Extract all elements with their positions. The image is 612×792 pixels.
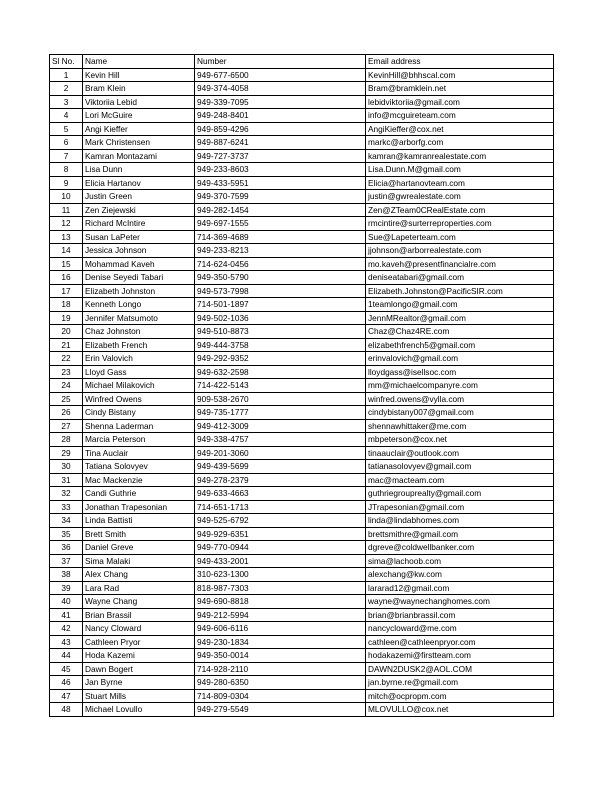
cell-number: 949-929-6351 [195, 527, 366, 541]
cell-name: Sima Malaki [83, 554, 195, 568]
cell-number: 949-727-3737 [195, 149, 366, 163]
cell-sl-no: 27 [50, 419, 83, 433]
cell-sl-no: 29 [50, 446, 83, 460]
cell-number: 818-987-7303 [195, 581, 366, 595]
cell-number: 949-374-4058 [195, 82, 366, 96]
table-row [50, 257, 554, 271]
table-row [50, 379, 554, 393]
table-row [50, 676, 554, 690]
cell-email: mbpeterson@cox.net [366, 433, 554, 447]
cell-name: Stuart Mills [83, 689, 195, 703]
cell-number: 714-501-1897 [195, 298, 366, 312]
cell-email: MLOVULLO@cox.net [366, 703, 554, 717]
cell-name: Viktoriia Lebid [83, 95, 195, 109]
table-row [50, 68, 554, 82]
cell-sl-no: 16 [50, 271, 83, 285]
cell-name: Wayne Chang [83, 595, 195, 609]
table-row [50, 298, 554, 312]
cell-name: Winfred Owens [83, 392, 195, 406]
cell-number: 949-770-0944 [195, 541, 366, 555]
cell-email: winfred.owens@vylla.com [366, 392, 554, 406]
cell-number: 949-633-4663 [195, 487, 366, 501]
cell-email: AngiKieffer@cox.net [366, 122, 554, 136]
cell-number: 949-677-6500 [195, 68, 366, 82]
cell-email: DAWN2DUSK2@AOL.COM [366, 662, 554, 676]
cell-name: Lloyd Gass [83, 365, 195, 379]
table-row [50, 82, 554, 96]
cell-sl-no: 14 [50, 244, 83, 258]
table-row [50, 635, 554, 649]
cell-name: Lara Rad [83, 581, 195, 595]
table-row [50, 568, 554, 582]
cell-number: 909-538-2670 [195, 392, 366, 406]
cell-name: Linda Battisti [83, 514, 195, 528]
cell-sl-no: 21 [50, 338, 83, 352]
cell-name: Mac Mackenzie [83, 473, 195, 487]
cell-email: rmcintire@surterreproperties.com [366, 217, 554, 231]
table-row [50, 338, 554, 352]
cell-email: lararad12@gmail.com [366, 581, 554, 595]
cell-sl-no: 36 [50, 541, 83, 555]
cell-number: 949-525-6792 [195, 514, 366, 528]
cell-number: 949-370-7599 [195, 190, 366, 204]
cell-name: Cindy Bistany [83, 406, 195, 420]
cell-sl-no: 10 [50, 190, 83, 204]
cell-email: alexchang@kw.com [366, 568, 554, 582]
cell-email: info@mcguireteam.com [366, 109, 554, 123]
table-row [50, 95, 554, 109]
cell-sl-no: 13 [50, 230, 83, 244]
table-row [50, 622, 554, 636]
cell-email: mac@macteam.com [366, 473, 554, 487]
cell-sl-no: 32 [50, 487, 83, 501]
cell-number: 310-623-1300 [195, 568, 366, 582]
cell-name: Jessica Johnson [83, 244, 195, 258]
cell-number: 949-201-3060 [195, 446, 366, 460]
cell-name: Elizabeth French [83, 338, 195, 352]
cell-name: Marcia Peterson [83, 433, 195, 447]
cell-number: 949-735-1777 [195, 406, 366, 420]
table-row [50, 487, 554, 501]
cell-email: justin@gwrealestate.com [366, 190, 554, 204]
cell-number: 949-278-2379 [195, 473, 366, 487]
table-row [50, 392, 554, 406]
cell-sl-no: 33 [50, 500, 83, 514]
cell-name: Zen Ziejewski [83, 203, 195, 217]
cell-email: tinaauclair@outlook.com [366, 446, 554, 460]
table-row [50, 581, 554, 595]
cell-number: 949-573-7998 [195, 284, 366, 298]
cell-sl-no: 28 [50, 433, 83, 447]
cell-number: 714-651-1713 [195, 500, 366, 514]
cell-email: Chaz@Chaz4RE.com [366, 325, 554, 339]
table-row [50, 433, 554, 447]
header-sl-no: Sl No. [50, 55, 83, 69]
cell-name: Brett Smith [83, 527, 195, 541]
cell-email: Sue@Lapeterteam.com [366, 230, 554, 244]
table-row [50, 514, 554, 528]
cell-number: 949-233-8603 [195, 163, 366, 177]
cell-email: linda@lindabhomes.com [366, 514, 554, 528]
cell-sl-no: 1 [50, 68, 83, 82]
cell-sl-no: 40 [50, 595, 83, 609]
cell-email: cathleen@cathleenpryor.com [366, 635, 554, 649]
table-row [50, 406, 554, 420]
cell-number: 949-282-1454 [195, 203, 366, 217]
cell-name: Jennifer Matsumoto [83, 311, 195, 325]
cell-number: 949-338-4757 [195, 433, 366, 447]
cell-email: 1teamlongo@gmail.com [366, 298, 554, 312]
cell-email: deniseatabari@gmail.com [366, 271, 554, 285]
cell-name: Mohammad Kaveh [83, 257, 195, 271]
table-row [50, 244, 554, 258]
table-row [50, 446, 554, 460]
cell-name: Hoda Kazemi [83, 649, 195, 663]
cell-sl-no: 18 [50, 298, 83, 312]
cell-name: Dawn Bogert [83, 662, 195, 676]
cell-number: 949-690-8818 [195, 595, 366, 609]
cell-sl-no: 11 [50, 203, 83, 217]
table-row [50, 217, 554, 231]
cell-number: 949-433-2001 [195, 554, 366, 568]
cell-number: 949-412-3009 [195, 419, 366, 433]
cell-email: Lisa.Dunn.M@gmail.com [366, 163, 554, 177]
cell-name: Nancy Cloward [83, 622, 195, 636]
cell-email: shennawhittaker@me.com [366, 419, 554, 433]
cell-number: 714-928-2110 [195, 662, 366, 676]
cell-number: 949-339-7095 [195, 95, 366, 109]
table-row [50, 325, 554, 339]
cell-sl-no: 31 [50, 473, 83, 487]
cell-number: 714-369-4689 [195, 230, 366, 244]
cell-number: 949-230-1834 [195, 635, 366, 649]
cell-name: Bram Klein [83, 82, 195, 96]
table-row [50, 311, 554, 325]
table-row [50, 649, 554, 663]
cell-email: JTrapesonian@gmail.com [366, 500, 554, 514]
cell-sl-no: 15 [50, 257, 83, 271]
table-row [50, 176, 554, 190]
cell-name: Elicia Hartanov [83, 176, 195, 190]
cell-name: Mark Christensen [83, 136, 195, 150]
cell-sl-no: 24 [50, 379, 83, 393]
cell-name: Lori McGuire [83, 109, 195, 123]
table-row [50, 689, 554, 703]
cell-sl-no: 47 [50, 689, 83, 703]
cell-sl-no: 43 [50, 635, 83, 649]
cell-number: 949-439-5699 [195, 460, 366, 474]
cell-number: 949-697-1555 [195, 217, 366, 231]
cell-email: nancycloward@me.com [366, 622, 554, 636]
cell-name: Kenneth Longo [83, 298, 195, 312]
cell-name: Susan LaPeter [83, 230, 195, 244]
cell-email: elizabethfrench5@gmail.com [366, 338, 554, 352]
cell-number: 949-510-8873 [195, 325, 366, 339]
table-row [50, 149, 554, 163]
cell-sl-no: 20 [50, 325, 83, 339]
cell-email: Zen@ZTeam0CRealEstate.com [366, 203, 554, 217]
table-row [50, 365, 554, 379]
cell-name: Tina Auclair [83, 446, 195, 460]
cell-name: Shenna Laderman [83, 419, 195, 433]
cell-number: 714-624-0456 [195, 257, 366, 271]
cell-name: Kevin Hill [83, 68, 195, 82]
cell-sl-no: 9 [50, 176, 83, 190]
table-row [50, 460, 554, 474]
cell-sl-no: 34 [50, 514, 83, 528]
table-row [50, 527, 554, 541]
cell-sl-no: 44 [50, 649, 83, 663]
header-name: Name [83, 55, 195, 69]
cell-email: JennMRealtor@gmail.com [366, 311, 554, 325]
cell-sl-no: 45 [50, 662, 83, 676]
table-row [50, 473, 554, 487]
cell-number: 949-248-8401 [195, 109, 366, 123]
cell-name: Tatiana Solovyev [83, 460, 195, 474]
table-row [50, 703, 554, 717]
cell-name: Candi Guthrie [83, 487, 195, 501]
cell-number: 949-280-6350 [195, 676, 366, 690]
cell-sl-no: 35 [50, 527, 83, 541]
cell-email: hodakazemi@firstteam.com [366, 649, 554, 663]
cell-sl-no: 25 [50, 392, 83, 406]
table-row [50, 554, 554, 568]
cell-number: 949-350-0014 [195, 649, 366, 663]
cell-number: 949-292-9352 [195, 352, 366, 366]
table-row [50, 595, 554, 609]
table-row [50, 419, 554, 433]
table-row [50, 190, 554, 204]
cell-email: cindybistany007@gmail.com [366, 406, 554, 420]
cell-email: guthriegrouprealty@gmail.com [366, 487, 554, 501]
cell-name: Cathleen Pryor [83, 635, 195, 649]
cell-email: brian@brianbrassil.com [366, 608, 554, 622]
cell-number: 714-809-0304 [195, 689, 366, 703]
cell-sl-no: 30 [50, 460, 83, 474]
cell-sl-no: 38 [50, 568, 83, 582]
header-row [50, 55, 554, 69]
cell-number: 949-233-8213 [195, 244, 366, 258]
table-row [50, 136, 554, 150]
cell-email: Bram@bramklein.net [366, 82, 554, 96]
header-number: Number [195, 55, 366, 69]
contacts-table-body [50, 55, 554, 717]
table-row [50, 163, 554, 177]
cell-name: Chaz Johnston [83, 325, 195, 339]
cell-email: Elicia@hartanovteam.com [366, 176, 554, 190]
contacts-table [49, 54, 554, 717]
table-row [50, 608, 554, 622]
cell-sl-no: 46 [50, 676, 83, 690]
cell-number: 949-502-1036 [195, 311, 366, 325]
cell-email: Elizabeth.Johnston@PacificSIR.com [366, 284, 554, 298]
table-row [50, 203, 554, 217]
table-row [50, 541, 554, 555]
cell-name: Richard McIntire [83, 217, 195, 231]
cell-email: markc@arborfg.com [366, 136, 554, 150]
table-row [50, 284, 554, 298]
table-row [50, 230, 554, 244]
cell-email: lloydgass@isellsoc.com [366, 365, 554, 379]
cell-sl-no: 8 [50, 163, 83, 177]
cell-email: brettsmithre@gmail.com [366, 527, 554, 541]
cell-sl-no: 17 [50, 284, 83, 298]
cell-sl-no: 6 [50, 136, 83, 150]
table-row [50, 662, 554, 676]
cell-email: mitch@ocpropm.com [366, 689, 554, 703]
cell-name: Michael Milakovich [83, 379, 195, 393]
cell-number: 949-433-5951 [195, 176, 366, 190]
cell-name: Elizabeth Johnston [83, 284, 195, 298]
cell-name: Daniel Greve [83, 541, 195, 555]
cell-sl-no: 22 [50, 352, 83, 366]
cell-sl-no: 37 [50, 554, 83, 568]
cell-number: 949-350-5790 [195, 271, 366, 285]
table-row [50, 271, 554, 285]
cell-sl-no: 5 [50, 122, 83, 136]
cell-email: KevinHill@bhhscal.com [366, 68, 554, 82]
table-row [50, 109, 554, 123]
cell-sl-no: 41 [50, 608, 83, 622]
cell-name: Lisa Dunn [83, 163, 195, 177]
cell-sl-no: 48 [50, 703, 83, 717]
cell-name: Denise Seyedi Tabari [83, 271, 195, 285]
cell-number: 949-444-3758 [195, 338, 366, 352]
cell-email: lebidviktoriia@gmail.com [366, 95, 554, 109]
cell-name: Angi Kieffer [83, 122, 195, 136]
cell-sl-no: 19 [50, 311, 83, 325]
cell-name: Jan Byrne [83, 676, 195, 690]
table-row [50, 500, 554, 514]
cell-number: 949-212-5994 [195, 608, 366, 622]
cell-name: Jonathan Trapesonian [83, 500, 195, 514]
cell-number: 949-859-4296 [195, 122, 366, 136]
cell-sl-no: 39 [50, 581, 83, 595]
cell-email: jan.byrne.re@gmail.com [366, 676, 554, 690]
cell-name: Erin Valovich [83, 352, 195, 366]
cell-number: 949-279-5549 [195, 703, 366, 717]
cell-email: tatianasolovyev@gmail.com [366, 460, 554, 474]
cell-sl-no: 2 [50, 82, 83, 96]
cell-email: wayne@waynechanghomes.com [366, 595, 554, 609]
cell-name: Brian Brassil [83, 608, 195, 622]
cell-number: 714-422-5143 [195, 379, 366, 393]
cell-name: Justin Green [83, 190, 195, 204]
cell-email: sima@lachoob.com [366, 554, 554, 568]
cell-sl-no: 12 [50, 217, 83, 231]
cell-email: kamran@kamranrealestate.com [366, 149, 554, 163]
cell-sl-no: 42 [50, 622, 83, 636]
cell-sl-no: 26 [50, 406, 83, 420]
cell-sl-no: 23 [50, 365, 83, 379]
cell-name: Michael Lovullo [83, 703, 195, 717]
cell-sl-no: 4 [50, 109, 83, 123]
cell-email: mo.kaveh@presentfinancialre.com [366, 257, 554, 271]
cell-email: jjohnson@arborrealestate.com [366, 244, 554, 258]
cell-sl-no: 7 [50, 149, 83, 163]
header-email: Email address [366, 55, 554, 69]
table-row [50, 352, 554, 366]
cell-number: 949-887-6241 [195, 136, 366, 150]
table-row [50, 122, 554, 136]
cell-name: Kamran Montazami [83, 149, 195, 163]
cell-name: Alex Chang [83, 568, 195, 582]
cell-number: 949-606-6116 [195, 622, 366, 636]
cell-email: mm@michaelcompanyre.com [366, 379, 554, 393]
cell-number: 949-632-2598 [195, 365, 366, 379]
cell-email: dgreve@coldwellbanker.com [366, 541, 554, 555]
cell-sl-no: 3 [50, 95, 83, 109]
cell-email: erinvalovich@gmail.com [366, 352, 554, 366]
